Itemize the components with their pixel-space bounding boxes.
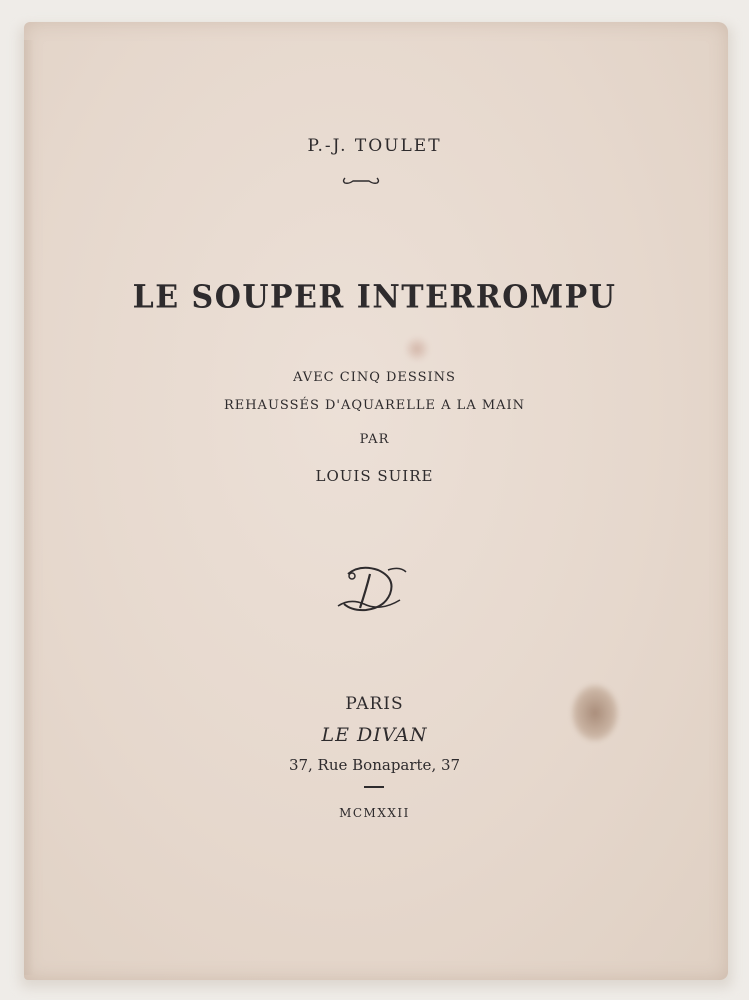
flourish-ornament-icon [341, 174, 381, 186]
subtitle-line-1: AVEC CINQ DESSINS [293, 370, 456, 385]
publisher-name: LE DIVAN [321, 724, 428, 746]
publication-city: PARIS [345, 694, 404, 714]
publisher-address: 37, Rue Bonaparte, 37 [288, 756, 461, 774]
book-title: LE SOUPER INTERROMPU [132, 279, 617, 316]
illustrator-name: LOUIS SUIRE [315, 467, 434, 485]
book-spine-edge [24, 40, 34, 975]
par-label: PAR [359, 432, 390, 447]
subtitle-line-2: REHAUSSÉS D'AQUARELLE A LA MAIN [223, 398, 526, 413]
book-cover [24, 22, 728, 980]
d-monogram-icon [330, 560, 410, 620]
author-name: P.-J. TOULET [307, 136, 442, 156]
divider-rule [364, 786, 384, 788]
publication-year: MCMXXII [339, 806, 410, 820]
paper-stain-small [404, 336, 430, 362]
